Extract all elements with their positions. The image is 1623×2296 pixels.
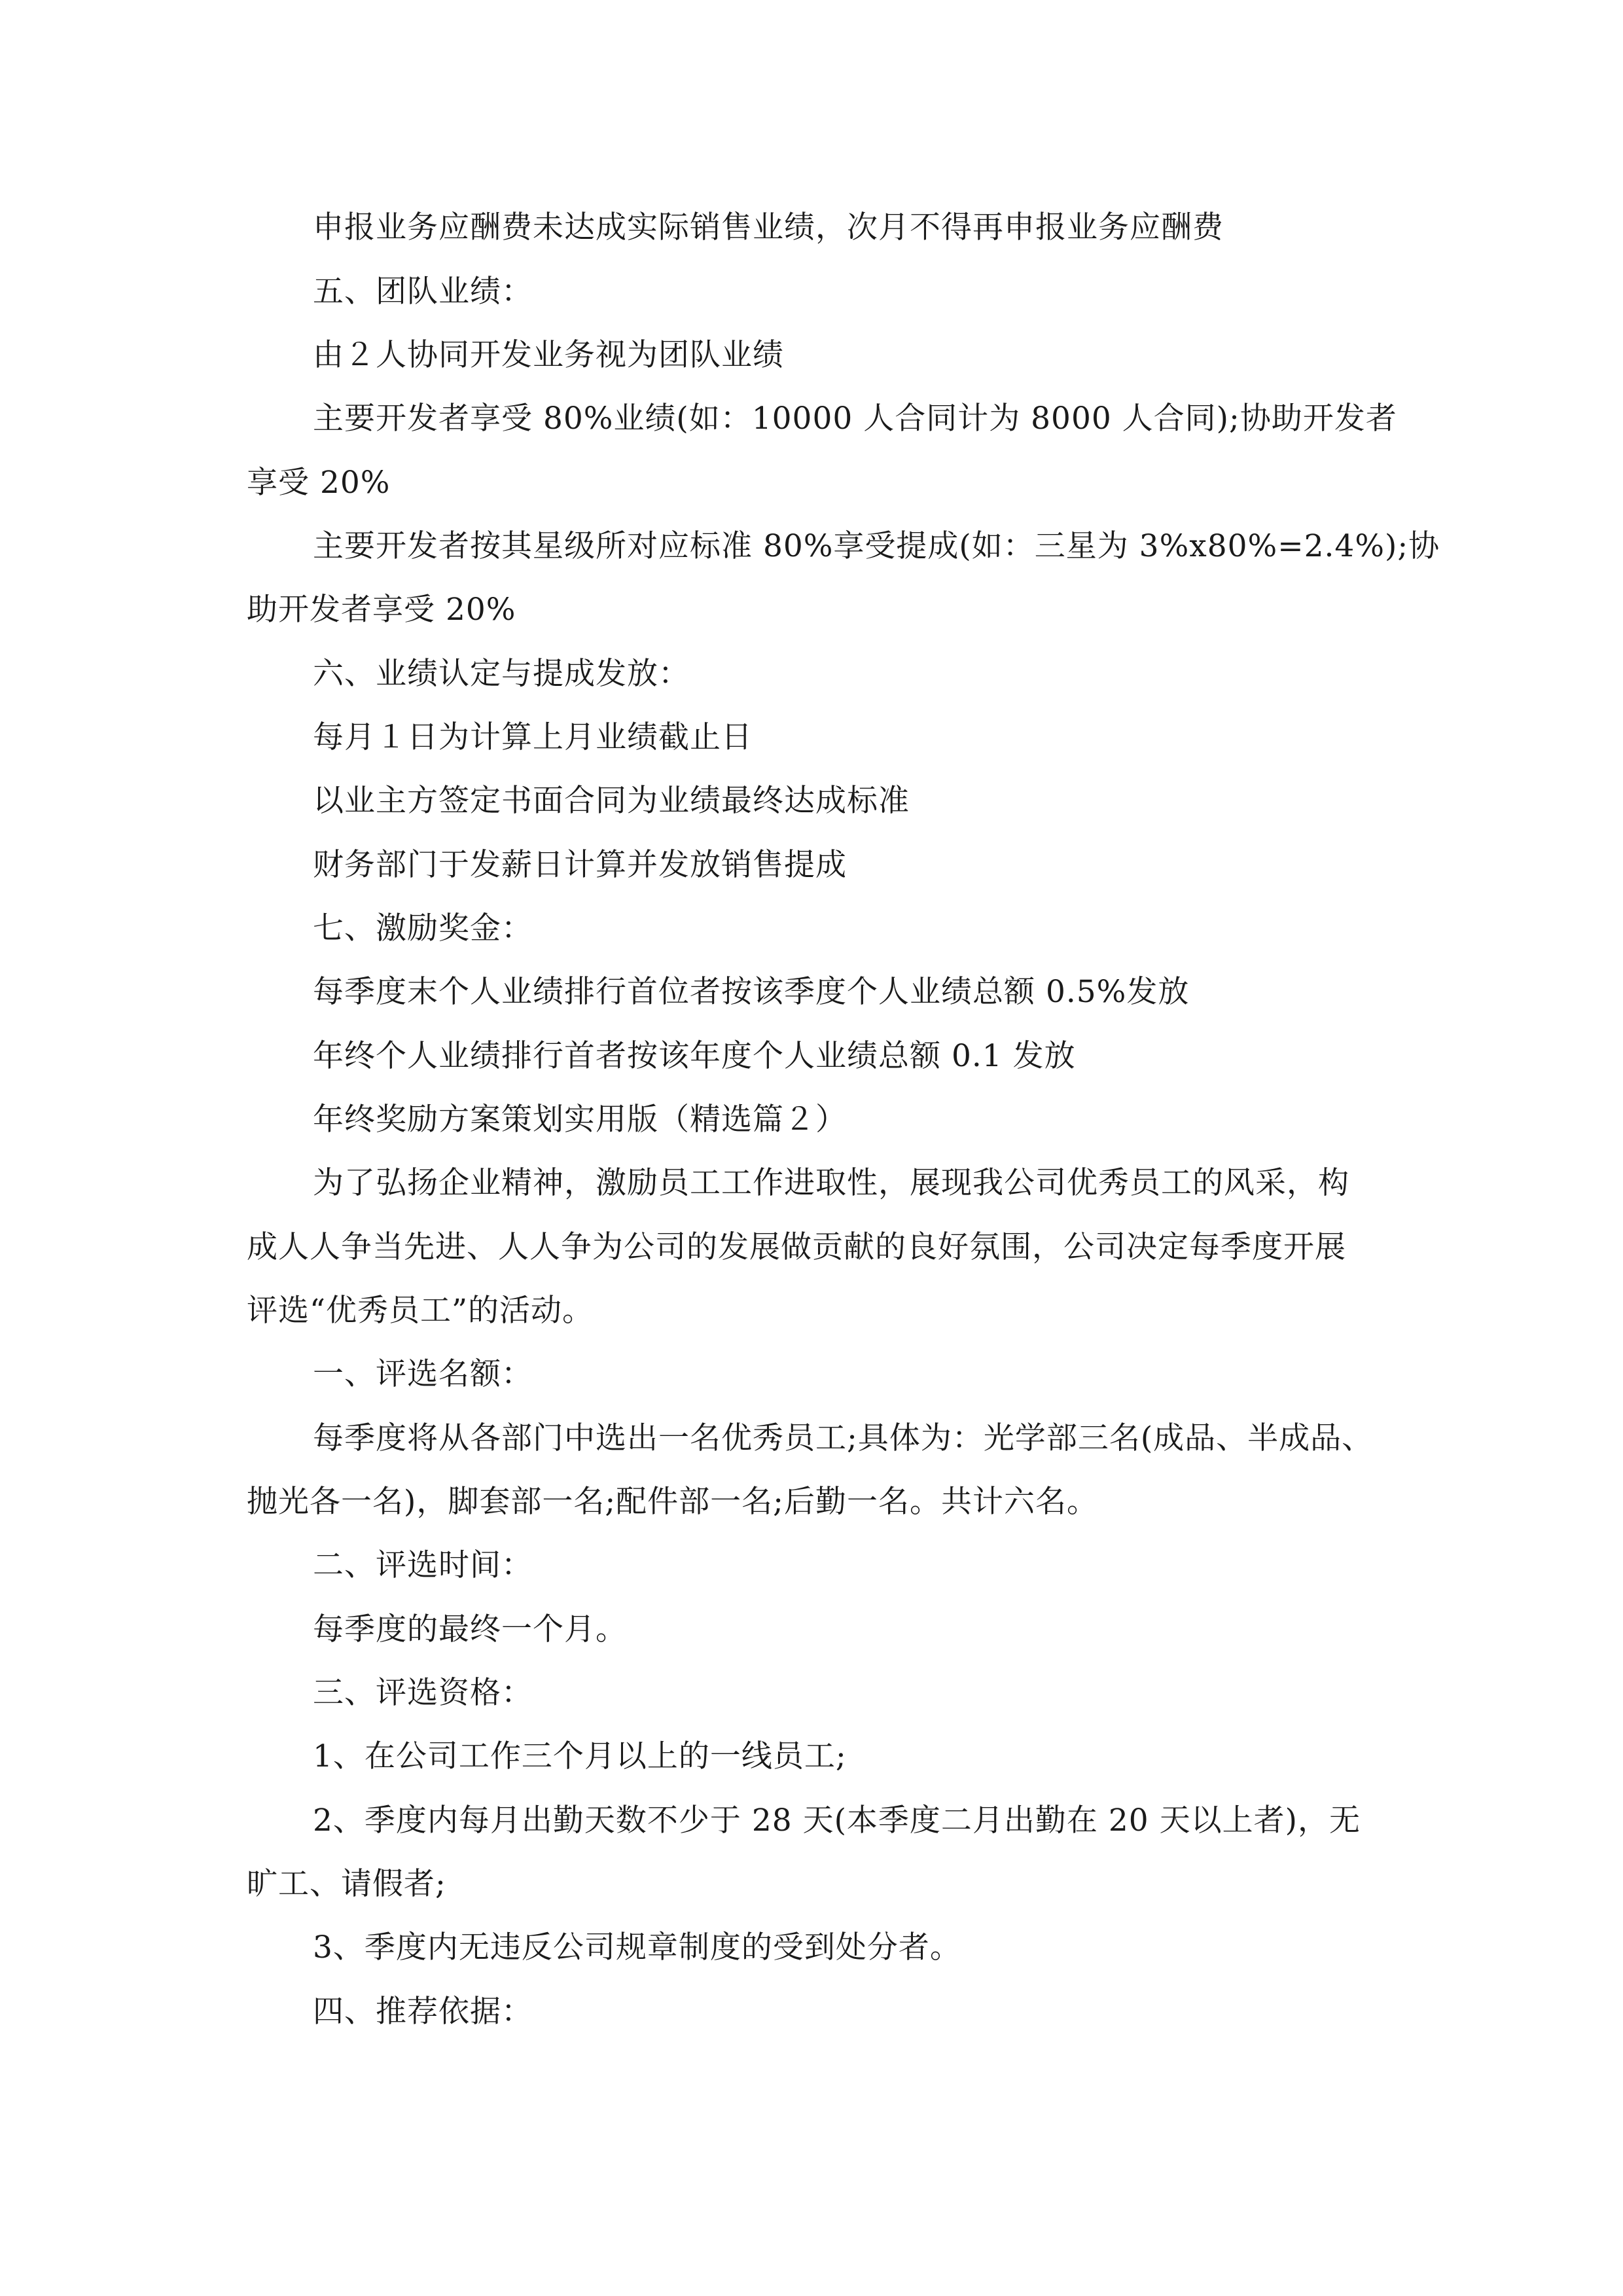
list-item: 3、季度内无违反公司规章制度的受到处分者。 [313,1929,961,1965]
text-line: 主要开发者享受 80%业绩(如：10000 人合同计为 8000 人合同);协助开发者 [313,401,1397,437]
text-line: 主要开发者按其星级所对应标准 80%享受提成(如：三星为 3%x80%=2.4%);协 [313,528,1440,564]
text-line: 年终个人业绩排行首者按该年度个人业绩总额 0.1 发放 [313,1038,1076,1074]
section-heading: 五、团队业绩： [313,274,533,310]
section-heading: 一、评选名额： [313,1356,533,1392]
text-line: 每季度的最终一个月。 [313,1611,627,1647]
text-line: 为了弘扬企业精神，激励员工工作进取性，展现我公司优秀员工的风采，构 [313,1165,1349,1201]
text-line: 以业主方签定书面合同为业绩最终达成标准 [313,783,910,819]
section-heading: 四、推荐依据： [313,1994,533,2030]
list-item: 1、在公司工作三个月以上的一线员工; [313,1738,847,1774]
text-line: 每季度将从各部门中选出一名优秀员工;具体为：光学部三名(成品、半成品、 [313,1420,1374,1456]
text-line: 每季度末个人业绩排行首位者按该季度个人业绩总额 0.5%发放 [313,974,1190,1010]
text-line: 成人人争当先进、人人争为公司的发展做贡献的良好氛围，公司决定每季度开展 [247,1229,1346,1265]
section-heading: 六、业绩认定与提成发放： [313,656,690,692]
list-item: 2、季度内每月出勤天数不少于 28 天(本季度二月出勤在 20 天以上者)，无 [313,1803,1361,1839]
text-line: 每月１日为计算上月业绩截止日 [313,719,753,755]
text-line: 财务部门于发薪日计算并发放销售提成 [313,847,847,883]
text-line: 抛光各一名)，脚套部一名;配件部一名;后勤一名。共计六名。 [247,1484,1099,1520]
section-heading: 七、激励奖金： [313,910,533,946]
list-item-continuation: 旷工、请假者; [247,1866,446,1902]
text-line: 享受 20% [247,465,391,501]
text-line: 助开发者享受 20% [247,592,516,628]
article-title: 年终奖励方案策划实用版（精选篇２） [313,1102,847,1138]
section-heading: 三、评选资格： [313,1675,533,1711]
text-line: 由２人协同开发业务视为团队业绩 [313,337,784,373]
text-line: 申报业务应酬费未达成实际销售业绩，次月不得再申报业务应酬费 [313,209,1224,245]
text-line: 评选“优秀员工”的活动。 [247,1293,594,1329]
section-heading: 二、评选时间： [313,1547,533,1583]
